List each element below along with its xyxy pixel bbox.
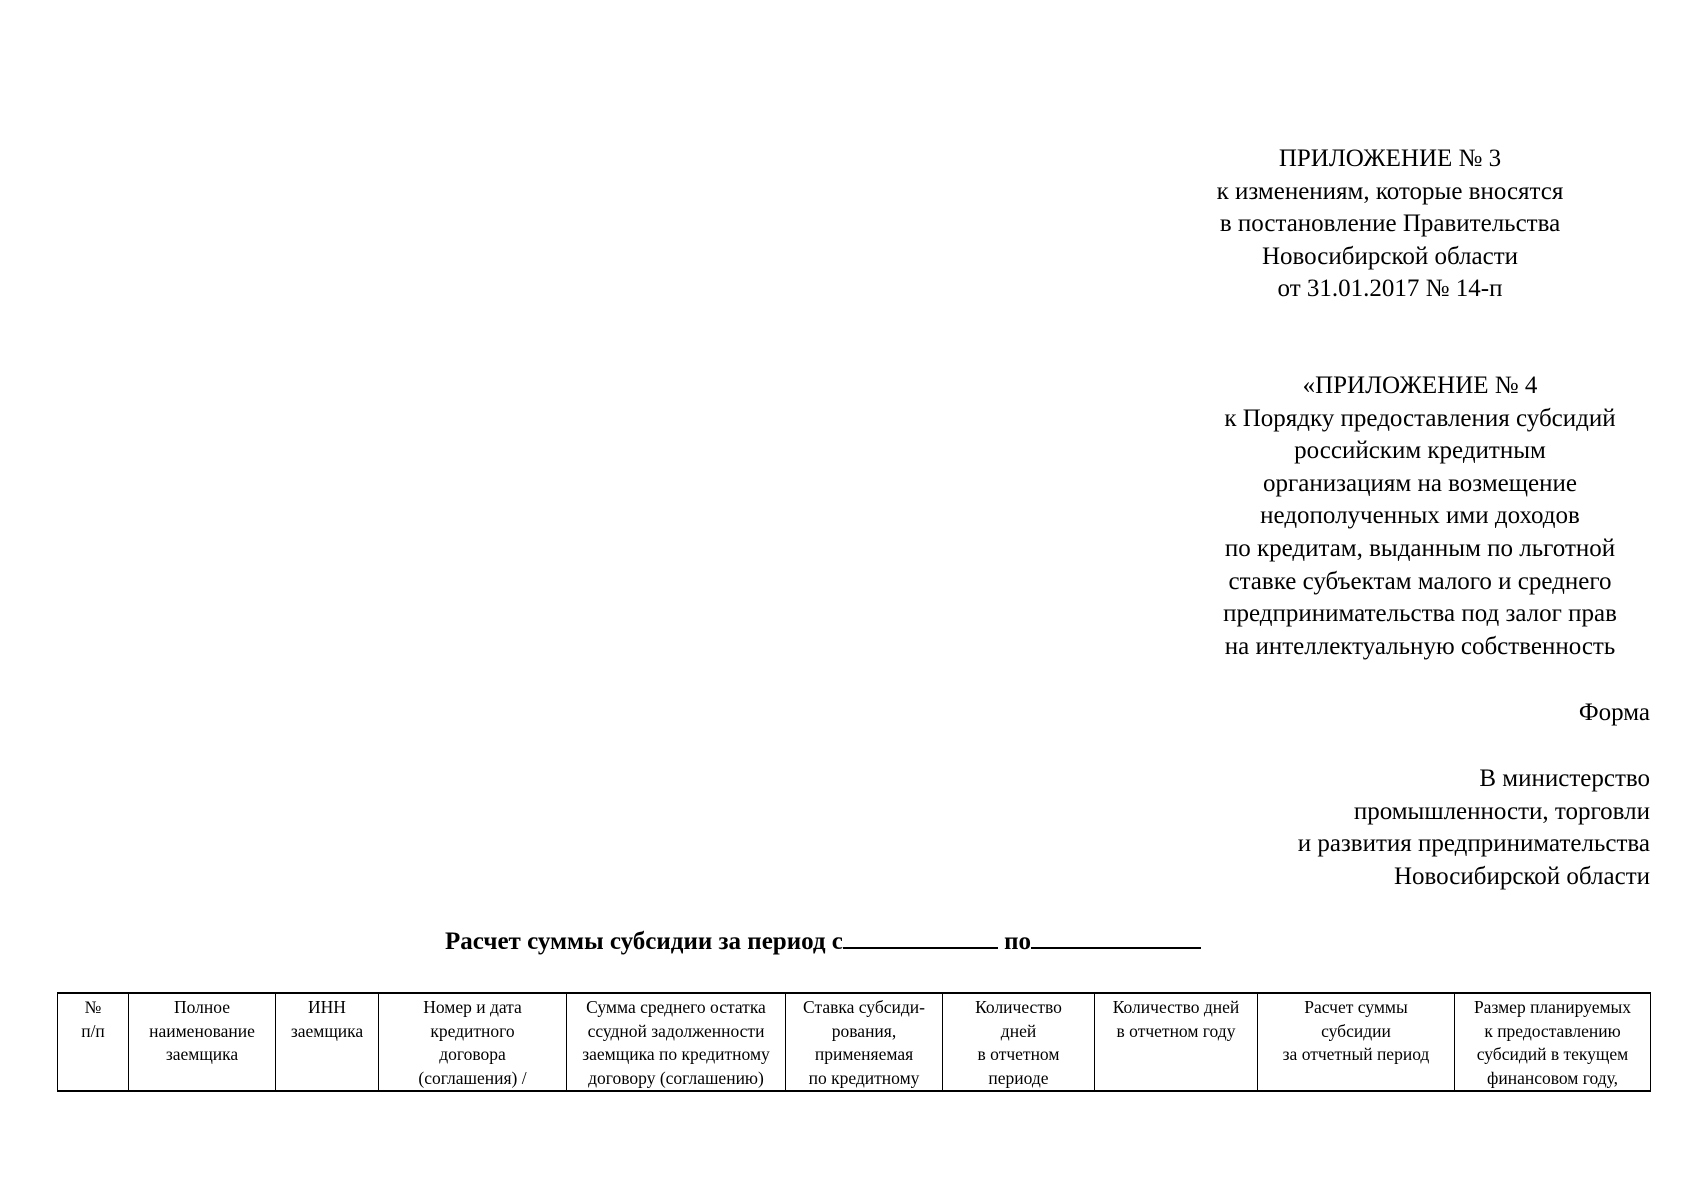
appendix-4-line: организациям на возмещение: [1263, 469, 1577, 497]
header-line: п/п: [81, 1020, 105, 1041]
calculation-title-prefix: Расчет суммы субсидии за период с: [445, 928, 843, 955]
column-header-borrower-name: [129, 993, 276, 1091]
appendix-3-line: Новосибирской области: [1261, 242, 1519, 270]
column-header-average-balance: [567, 993, 786, 1091]
column-header-number: [58, 993, 129, 1091]
appendix-3-line: к изменениям, которые вносятся: [1216, 177, 1564, 205]
header-line: Ставка субсиди-: [803, 997, 925, 1017]
appendix-3-line: в постановление Правительства: [1219, 210, 1561, 238]
header-line: Количество: [975, 997, 1062, 1017]
table-header-row: [58, 993, 1651, 1091]
header-line: (соглашения) /: [418, 1067, 527, 1088]
header-line: Номер и дата: [423, 997, 522, 1017]
header-line: договора: [439, 1044, 506, 1064]
subsidy-calculation-table: [57, 992, 1651, 1092]
header-line: ИНН: [308, 997, 346, 1017]
addressee-line: В министерство: [1479, 765, 1650, 792]
addressee-line: Новосибирской области: [1393, 862, 1650, 890]
header-line: Полное: [174, 997, 230, 1017]
column-header-planned-subsidies: [1455, 993, 1651, 1091]
appendix-4-line: по кредитам, выданным по льготной: [1224, 534, 1616, 562]
calculation-title-middle: по: [997, 928, 1032, 955]
header-line: применяемая: [814, 1044, 914, 1064]
header-line: к предоставлению: [1484, 1020, 1621, 1041]
addressee-line: промышленности, торговли: [1353, 797, 1650, 825]
column-header-subsidy-rate: [786, 993, 943, 1091]
appendix-4-line: «ПРИЛОЖЕНИЕ № 4: [1302, 372, 1538, 399]
appendix-4-line: российским кредитным: [1294, 437, 1546, 465]
header-line: субсидии: [1321, 1020, 1391, 1041]
header-line: Количество дней: [1112, 997, 1240, 1017]
appendix-3-line: ПРИЛОЖЕНИЕ № 3: [1278, 145, 1502, 172]
column-header-days-in-year: [1095, 993, 1258, 1091]
header-line: заемщика: [290, 1020, 364, 1041]
header-line: заемщика по кредитному: [582, 1044, 770, 1064]
header-line: за отчетный период: [1282, 1044, 1430, 1064]
header-line: №: [84, 997, 102, 1017]
header-line: Расчет суммы: [1304, 997, 1408, 1017]
appendix-4-line: предпринимательства под залог прав: [1223, 600, 1617, 628]
header-line: периоде: [988, 1067, 1049, 1088]
header-line: по кредитному: [808, 1067, 920, 1088]
header-line: в отчетном: [977, 1044, 1060, 1064]
addressee-block: [1298, 763, 1650, 893]
header-line: ссудной задолженности: [587, 1020, 765, 1041]
period-to-blank: [1031, 925, 1201, 949]
appendix-4-header: [1185, 370, 1655, 663]
column-header-subsidy-calculation: [1258, 993, 1455, 1091]
column-header-inn: [276, 993, 379, 1091]
header-line: в отчетном году: [1116, 1020, 1236, 1041]
header-line: субсидий в текущем: [1476, 1044, 1629, 1064]
appendix-3-line: от 31.01.2017 № 14-п: [1277, 275, 1503, 303]
header-line: рования,: [831, 1020, 897, 1041]
header-line: дней: [1000, 1020, 1037, 1041]
appendix-4-line: к Порядку предоставления субсидий: [1224, 404, 1616, 432]
form-label: Форма: [1578, 699, 1650, 726]
header-line: финансовом году,: [1487, 1067, 1618, 1088]
appendix-4-line: недополученных ими доходов: [1260, 502, 1580, 530]
appendix-4-line: ставке субъектам малого и среднего: [1228, 567, 1612, 595]
column-header-contract: [379, 993, 567, 1091]
header-line: Сумма среднего остатка: [586, 997, 766, 1017]
period-from-blank: [843, 925, 998, 949]
header-line: кредитного: [430, 1020, 515, 1041]
addressee-line: и развития предпринимательства: [1297, 830, 1650, 858]
header-line: заемщика: [165, 1044, 239, 1064]
appendix-4-line: на интеллектуальную собственность: [1224, 632, 1616, 660]
header-line: договору (соглашению): [588, 1067, 764, 1088]
header-line: Размер планируемых: [1473, 997, 1632, 1017]
header-line: наименование: [149, 1020, 255, 1041]
appendix-3-header: [1160, 143, 1620, 306]
calculation-title: [445, 925, 1201, 956]
column-header-days-in-period: [943, 993, 1095, 1091]
